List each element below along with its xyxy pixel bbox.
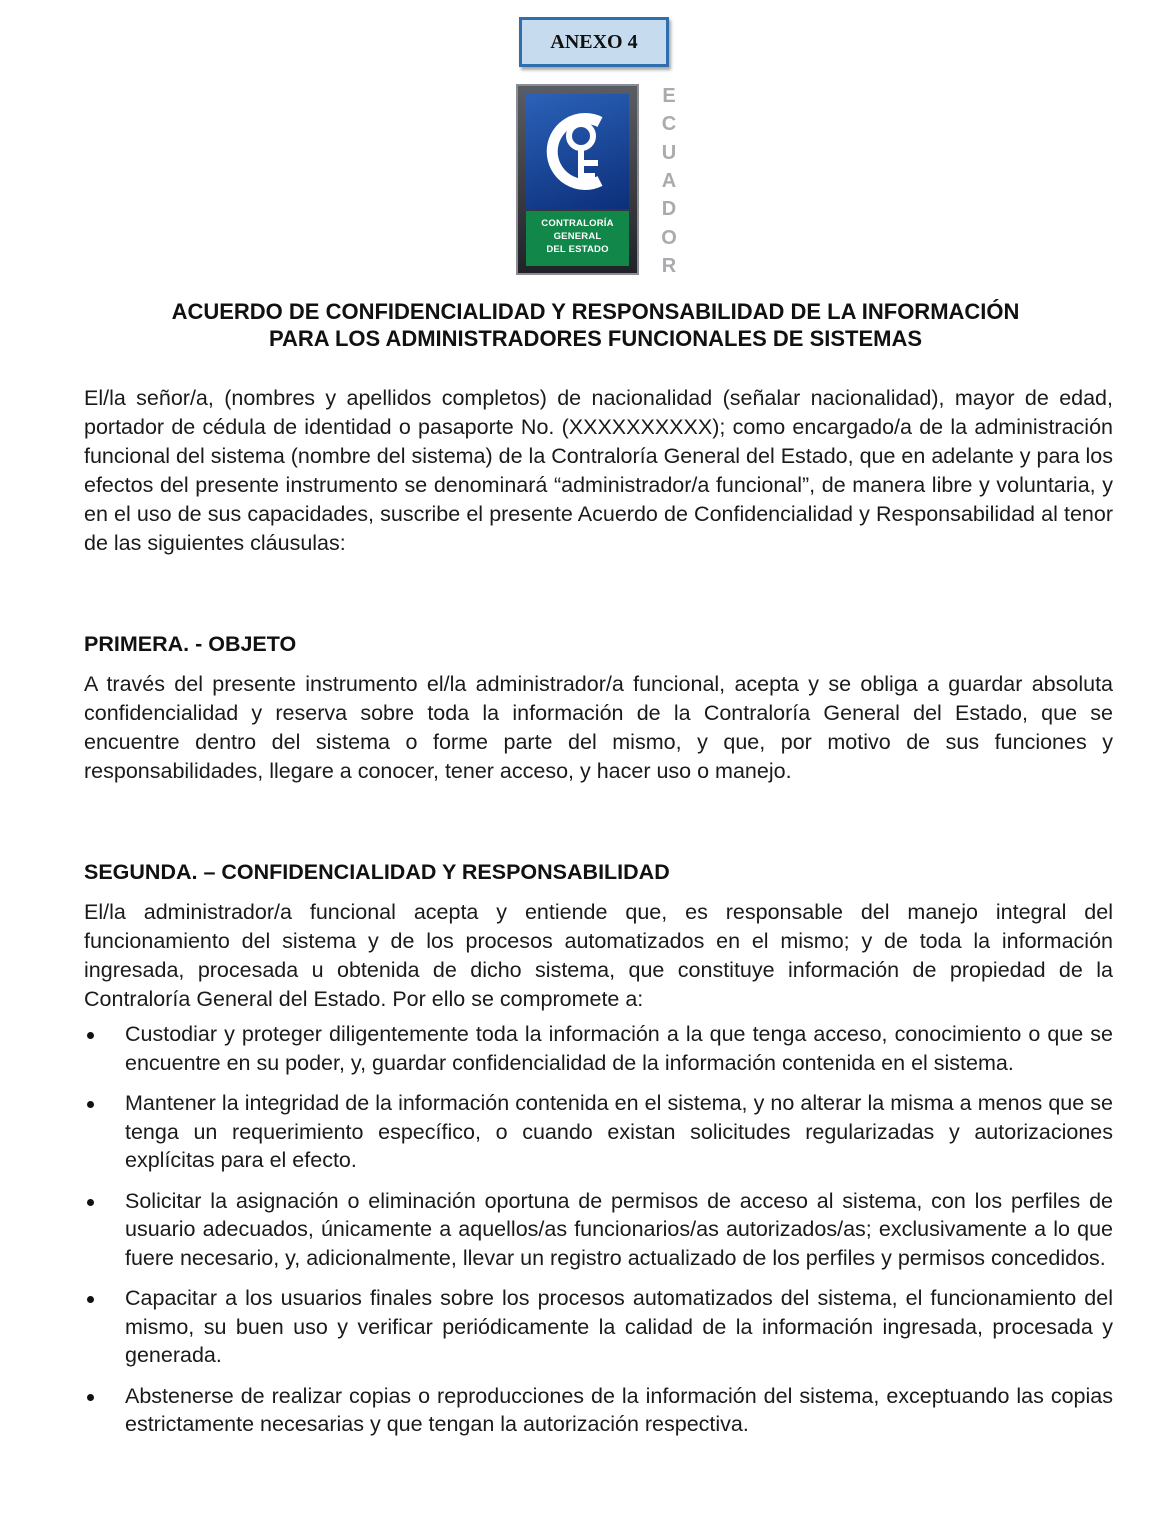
list-item-text: Capacitar a los usuarios finales sobre los procesos automatizados del sistema, el funcionamiento del mismo, su buen uso y verificar periódicamente la calidad de la información ingresada, procesada y generada.	[125, 1286, 1113, 1367]
list-item	[84, 1187, 1113, 1273]
logo-letter: E	[662, 85, 676, 107]
logo-letter: R	[661, 254, 677, 277]
document-title	[60, 298, 1131, 352]
logo-letter: A	[661, 169, 677, 192]
annex-label-box	[519, 17, 669, 67]
clause-2-bullet-list	[84, 1020, 1113, 1451]
list-item	[84, 1020, 1113, 1077]
logo-emblem	[526, 94, 629, 209]
logo-name-panel	[526, 211, 629, 266]
clause-1-text: A través del presente instrumento el/la administrador/a funcional, acepta y se obliga a guardar absoluta confidencialidad y reserva sobre toda la información de la Contraloría General del Estado, que se encuentre dentro del sistema o forme parte del mismo, y que, por motivo de sus funciones y responsabilidades, llegare a conocer, tener acceso, y hacer uso o manejo.	[84, 672, 1113, 783]
list-item-text: Mantener la integridad de la información contenida en el sistema, y no alterar la misma a menos que se tenga un requerimiento específico, o cuando existan solicitudes regularizadas y autorizaciones explícitas para el efecto.	[125, 1091, 1113, 1172]
logo-name-line: DEL ESTADO	[546, 244, 609, 255]
contraloria-logo	[516, 84, 686, 276]
logo-card	[516, 84, 639, 275]
clause-2-text: El/la administrador/a funcional acepta y entiende que, es responsable del manejo integral del funcionamiento del sistema y de los procesos automatizados en el mismo; y de toda la información ingresada, procesada u obtenida de dicho sistema, que constituye información de propiedad de la Contraloría General del Estado. Por ello se compromete a:	[84, 900, 1113, 1011]
title-line-1: ACUERDO DE CONFIDENCIALIDAD Y RESPONSABILIDAD DE LA INFORMACIÓN	[171, 299, 1020, 324]
list-item	[84, 1089, 1113, 1175]
key-emblem-icon	[526, 94, 629, 209]
bullet-icon	[87, 1199, 94, 1206]
bullet-icon	[87, 1032, 94, 1039]
logo-name-line: CONTRALORÍA	[541, 218, 614, 229]
list-item-text: Solicitar la asignación o eliminación oportuna de permisos de acceso al sistema, con los perfiles de usuario adecuados, únicamente a aquellos/as funcionarios/as autorizados/as; exclusivamente a lo que fuere necesario, y, adicionalmente, llevar un registro actualizado de los perfiles y permisos concedidos.	[125, 1188, 1113, 1270]
logo-letter: C	[661, 113, 677, 136]
bullet-icon	[87, 1394, 94, 1401]
list-item	[84, 1284, 1113, 1370]
logo-country-text	[652, 86, 686, 276]
list-item	[84, 1382, 1113, 1439]
list-item-text: Custodiar y proteger diligentemente toda la información a la que tenga acceso, conocimiento o que se encuentre en su poder, y, guardar confidencialidad de la información contenida en el sistema.	[125, 1022, 1113, 1075]
clause-2-heading: SEGUNDA. – CONFIDENCIALIDAD Y RESPONSABILIDAD	[84, 860, 670, 884]
bullet-icon	[87, 1296, 94, 1303]
logo-letter: O	[661, 226, 677, 249]
list-item-text: Abstenerse de realizar copias o reproducciones de la información del sistema, exceptuando las copias estrictamente necesarias y que tengan la autorización respectiva.	[125, 1383, 1113, 1436]
clause-1-heading: PRIMERA. - OBJETO	[84, 632, 297, 656]
logo-letter: U	[661, 141, 677, 164]
title-line-2: PARA LOS ADMINISTRADORES FUNCIONALES DE SISTEMAS	[268, 326, 923, 351]
annex-label: ANEXO 4	[550, 30, 638, 53]
bullet-icon	[87, 1101, 94, 1108]
intro-paragraph: El/la señor/a, (nombres y apellidos completos) de nacionalidad (señalar nacionalidad), mayor de edad, portador de cédula de identidad o pasaporte No. (XXXXXXXXXX); como encargado/a de la administración funcional del sistema (nombre del sistema) de la Contraloría General del Estado, que en adelante y para los efectos del presente instrumento se denominará “administrador/a funcional”, de manera libre y voluntaria, y en el uso de sus capacidades, suscribe el presente Acuerdo de Confidencialidad y Responsabilidad al tenor de las siguientes cláusulas:	[84, 386, 1113, 555]
logo-name-line: GENERAL	[553, 231, 602, 242]
logo-letter: D	[661, 198, 677, 221]
